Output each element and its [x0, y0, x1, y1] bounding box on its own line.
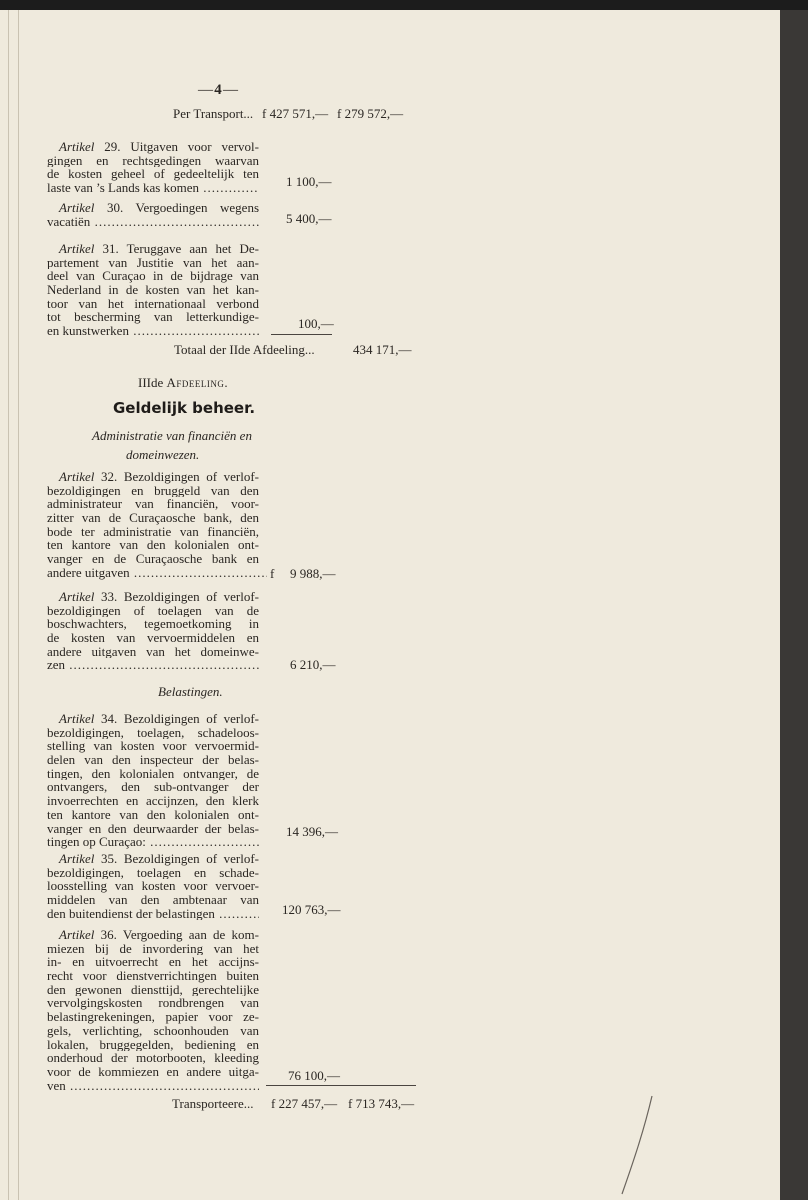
- article-29: Artikel 29. Uitgaven voor vervol- gingen en rechtsgedingen waarvan de kosten geheel of gedeeltelijk ten laste van ’s Lands kas komen .....: [47, 140, 259, 195]
- article-32: Artikel 32. Bezoldigingen of verlof- bezoldigingen en bruggeld van den administrateur van financiën, voor- zitter van de Curaçaosche bank, den bode ter administratie van financiën, ten kantore van den kolonialen ont- vanger en de Curaçaosche bank en andere uitgaven .....: [47, 470, 259, 580]
- amount-29: 1 100,—: [286, 174, 332, 189]
- subtotal-rule: [271, 334, 332, 335]
- currency-32: f: [270, 566, 275, 581]
- amount-31: 100,—: [298, 316, 334, 331]
- article-35: Artikel 35. Bezoldigingen of verlof- bezoldigingen, toelagen en schade- loosstelling van kosten voor vervoer- middelen van den ambtenaar van den buitendienst der belastingen .....: [47, 852, 259, 920]
- transporteere-col2: f 713 743,—: [348, 1096, 415, 1111]
- article-36: Artikel 36. Vergoeding aan de kom- miezen bij de invordering van het in- en uitvoerrecht en het accijns- recht voor dienstverrichtingen buiten den gewonen diensttijd, gerechtelijke vervolgingskosten rondbrengen van belastingrekeningen, papier voor ze- gels, verlichting, schoonhouden van lokalen, bruggegelden, bediening en onderhoud der motorbooten, kleeding voor de kommiezen en andere uitga- ven .....: [47, 928, 259, 1092]
- amount-32: 9 988,—: [290, 566, 336, 581]
- subheading-belastingen: Belastingen.: [158, 684, 223, 699]
- section-title: Geldelijk beheer.: [113, 399, 256, 417]
- amount-36: 76 100,—: [288, 1068, 340, 1083]
- binding-line: [8, 10, 9, 1200]
- total-rule: [266, 1085, 416, 1086]
- amount-33: 6 210,—: [290, 657, 336, 672]
- pencil-mark: [600, 1090, 670, 1200]
- transport-col2: f 279 572,—: [337, 106, 404, 121]
- article-33: Artikel 33. Bezoldigingen of verlof- bezoldigingen of toelagen van de boschwachters, tegemoetkoming in de kosten van vervoermiddelen en andere uitgaven van het domeinwe- zen .....: [47, 590, 259, 672]
- amount-35: 120 763,—: [282, 902, 341, 917]
- transport-label: Per Transport...: [173, 106, 254, 121]
- section-heading: IIIde Afdeeling.: [138, 375, 229, 390]
- page-number: — 4 —: [198, 82, 239, 98]
- transporteere-label: Transporteere...: [172, 1096, 254, 1111]
- article-30: Artikel 30. Vergoedingen wegens vacatiën .....: [47, 201, 259, 228]
- amount-30: 5 400,—: [286, 211, 332, 226]
- binding-line: [18, 10, 19, 1200]
- transporteere-col1: f 227 457,—: [271, 1096, 338, 1111]
- subtitle-line-1: Administratie van financiën en: [92, 428, 252, 443]
- article-34: Artikel 34. Bezoldigingen of verlof- bezoldigingen, toelagen, schadeloos- stelling van kosten voor vervoermid- delen van den inspecteur der belas- tingen, den kolonialen ontvanger, de ontvangers, den sub-ontvanger der invoerrechten en accijnzen, den klerk ten kantore van den kolonialen ont- vanger en den deurwaarder der belas- tingen op Curaçao: .....: [47, 712, 259, 849]
- article-31: Artikel 31. Teruggave aan het De- partement van Justitie van het aan- deel van Curaçao in de bijdrage van Nederland in de kosten van het kan- toor van het internationaal verbond tot bescherming van letterkundige- en kunstwerken .....: [47, 242, 259, 338]
- subtitle-line-2: domeinwezen.: [126, 447, 200, 462]
- transport-col1: f 427 571,—: [262, 106, 329, 121]
- page-edge: [780, 10, 808, 1200]
- total-ii-label: Totaal der IIde Afdeeling...: [174, 342, 315, 357]
- amount-34: 14 396,—: [286, 824, 338, 839]
- total-ii-amount: 434 171,—: [353, 342, 412, 357]
